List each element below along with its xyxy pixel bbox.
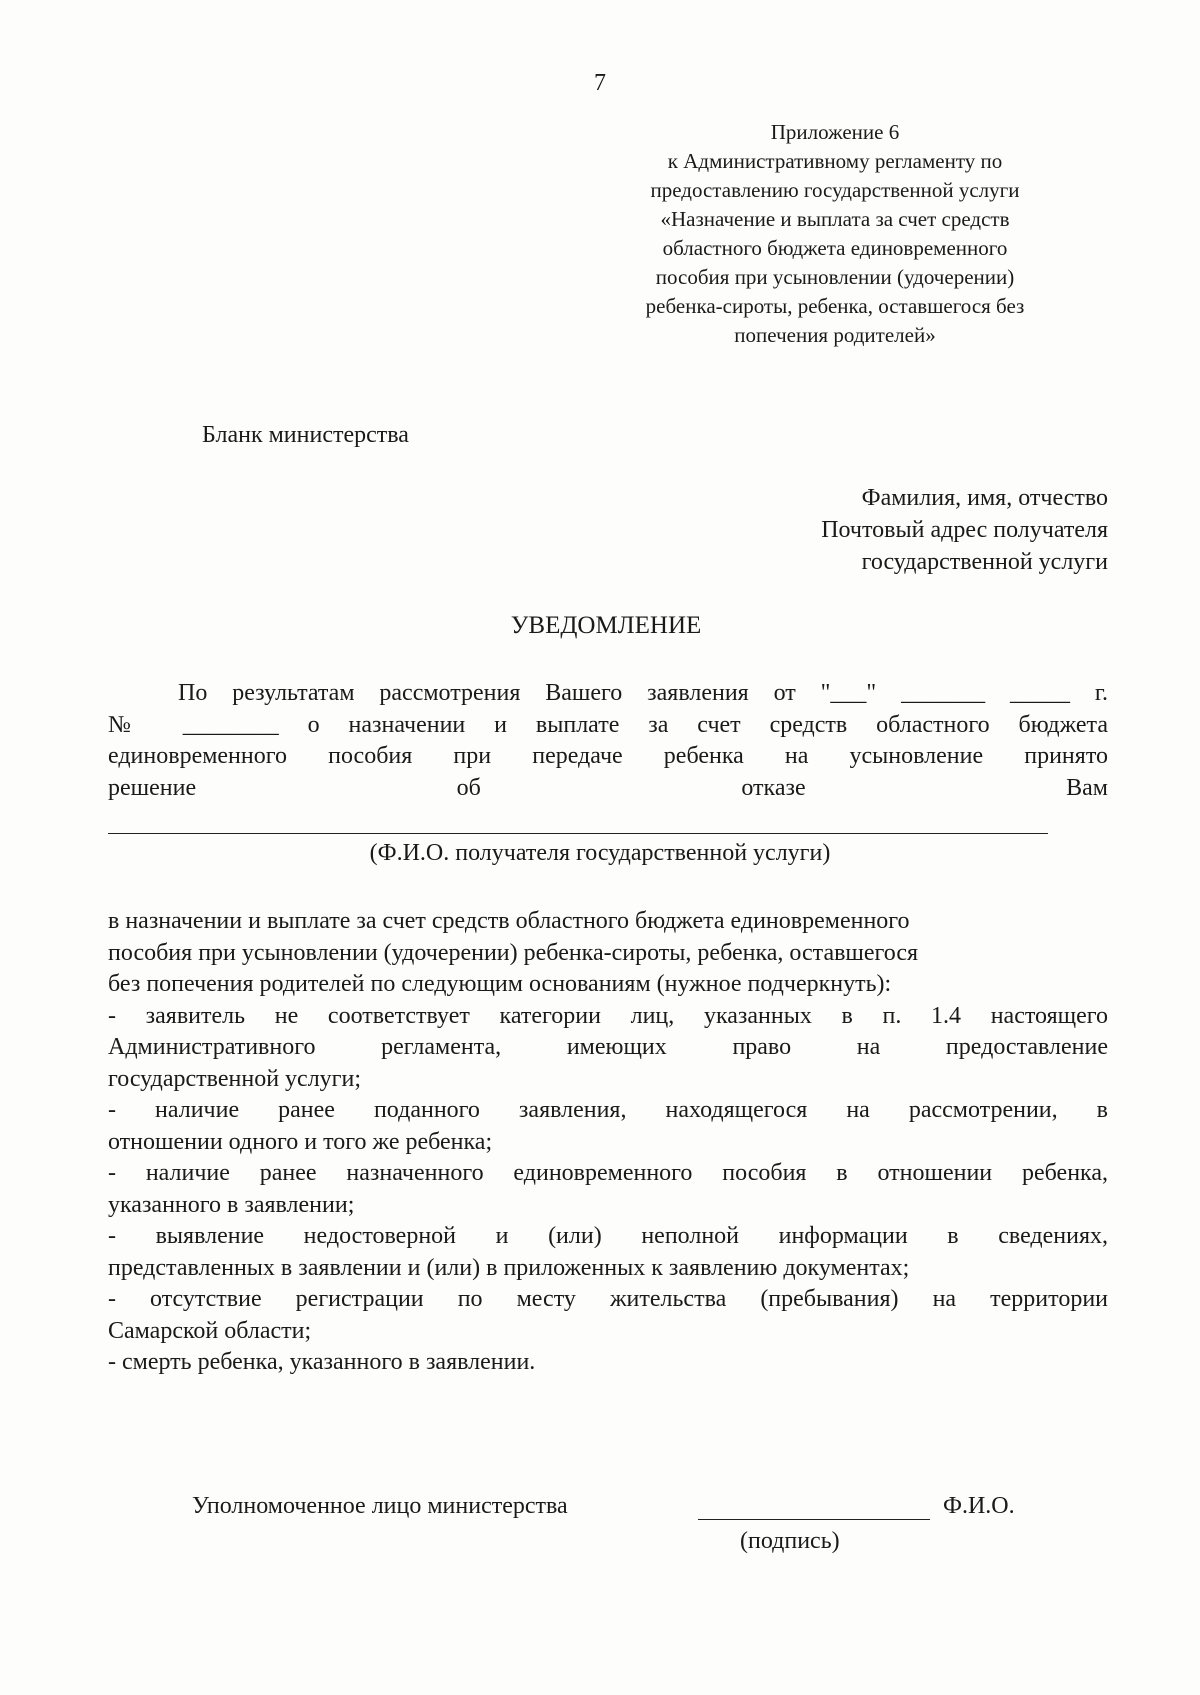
appendix-line: Приложение 6 — [770, 120, 900, 144]
ground-line: - выявление недостоверной и (или) неполной информации в сведениях, — [108, 1223, 1108, 1249]
ground-line: - смерть ребенка, указанного в заявлении. — [108, 1349, 536, 1375]
ground-item — [108, 1221, 1108, 1284]
recipient-line: государственной услуги — [861, 549, 1108, 575]
appendix-line: «Назначение и выплата за счет средств — [660, 207, 1010, 231]
body-line: в назначении и выплате за счет средств областного бюджета единовременного — [108, 908, 910, 934]
body-paragraph — [108, 906, 1108, 1379]
ground-line: - наличие ранее поданного заявления, находящегося на рассмотрении, в — [108, 1097, 1108, 1123]
fio-fill-line — [108, 833, 1048, 834]
page-number: 7 — [594, 70, 606, 96]
intro-line: По результатам рассмотрения Вашего заявления от "___" _______ _____ г. — [178, 680, 1108, 706]
ground-line: - наличие ранее назначенного единовременного пособия в отношении ребенка, — [108, 1160, 1108, 1186]
ground-line: Административного регламента, имеющих право на предоставление — [108, 1034, 1108, 1060]
ground-item — [108, 1284, 1108, 1347]
ground-line: указанного в заявлении; — [108, 1191, 355, 1218]
intro-line — [108, 773, 1108, 805]
ground-item — [108, 1001, 1108, 1096]
ground-line: - заявитель не соответствует категории лиц, указанных в п. 1.4 настоящего — [108, 1002, 1108, 1029]
intro-paragraph — [108, 678, 1108, 804]
appendix-line: к Административному регламенту по — [667, 149, 1003, 173]
signature-line — [698, 1519, 930, 1520]
appendix-line: попечения родителей» — [734, 323, 936, 347]
intro-word: решение — [108, 774, 197, 801]
appendix-line: предоставлению государственной услуги — [650, 178, 1020, 202]
ground-line: Самарской области; — [108, 1317, 312, 1344]
ground-item — [108, 1158, 1108, 1221]
ground-item — [108, 1347, 1108, 1379]
recipient-block — [640, 482, 1108, 578]
fio-caption: (Ф.И.О. получателя государственной услуги) — [369, 840, 831, 866]
ground-item — [108, 1095, 1108, 1158]
signature-caption: (подпись) — [740, 1528, 840, 1554]
intro-word: отказе — [741, 774, 806, 801]
ground-line: государственной услуги; — [108, 1065, 362, 1092]
ministry-blank-label: Бланк министерства — [202, 422, 409, 448]
ground-line: представленных в заявлении и (или) в приложенных к заявлению документах; — [108, 1254, 910, 1281]
intro-line: единовременного пособия при передаче ребенка на усыновление принято — [108, 743, 1108, 769]
ground-line: отношении одного и того же ребенка; — [108, 1128, 493, 1155]
intro-word: Вам — [1066, 774, 1108, 801]
appendix-header — [600, 118, 1070, 350]
recipient-line: Почтовый адрес получателя — [821, 517, 1108, 543]
appendix-line: ребенка-сироты, ребенка, оставшегося без — [645, 294, 1025, 318]
signatory-fio: Ф.И.О. — [943, 1493, 1015, 1519]
document-title: УВЕДОМЛЕНИЕ — [510, 612, 702, 639]
appendix-line: пособия при усыновлении (удочерении) — [655, 265, 1015, 289]
body-line: пособия при усыновлении (удочерении) ребенка-сироты, ребенка, оставшегося — [108, 939, 919, 966]
ground-line: - отсутствие регистрации по месту жительства (пребывания) на территории — [108, 1286, 1108, 1312]
intro-line: № ________ о назначении и выплате за счет средств областного бюджета — [108, 711, 1108, 738]
body-line: без попечения родителей по следующим основаниям (нужное подчеркнуть): — [108, 971, 892, 997]
signatory-label: Уполномоченное лицо министерства — [192, 1493, 568, 1519]
recipient-line: Фамилия, имя, отчество — [861, 485, 1108, 511]
intro-word: об — [456, 774, 481, 801]
appendix-line: областного бюджета единовременного — [662, 236, 1008, 260]
